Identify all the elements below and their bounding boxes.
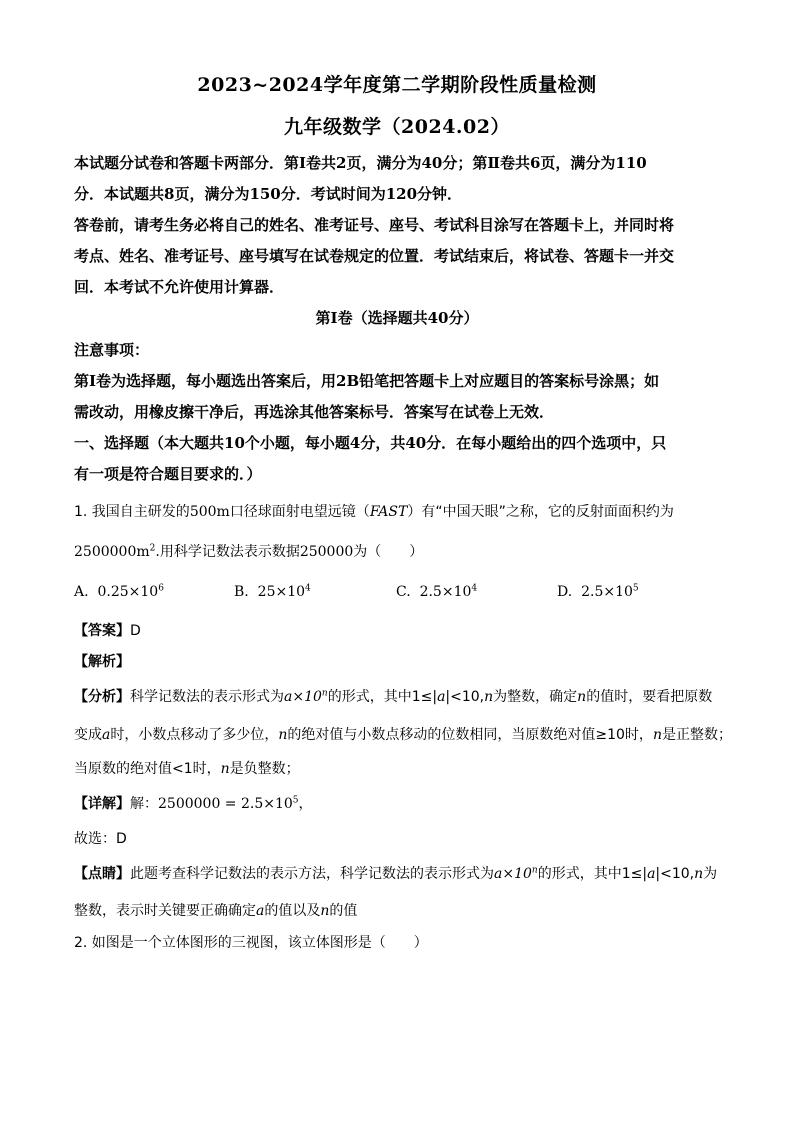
fenxi-text: |<10, <box>445 689 485 705</box>
fenxi-text: 的形式，其中1≤| <box>327 689 438 705</box>
fenxi-text: 的绝对值与小数点移动的位数相同，当原数绝对值≥10时， <box>287 727 653 743</box>
choose-line: 故选：D <box>74 831 127 847</box>
comment-text: 的值 <box>329 903 358 919</box>
q1-text: 口径球面射电望远镜（ <box>229 504 370 520</box>
option-label: C. <box>396 584 411 600</box>
q1-text: ）有“中国天眼”之称，它的反射面面积约为 <box>407 504 674 520</box>
q1-math: FAST <box>369 504 408 520</box>
option-label: A. <box>74 584 89 600</box>
detail-text: 解： <box>130 796 158 812</box>
fenxi-text: 是正整数； <box>661 727 732 743</box>
intro-line-2: 分．本试题共8页，满分为150分．考试时间为120分钟． <box>74 185 463 203</box>
comment-text: |<10, <box>655 866 695 882</box>
q1-math: 500m <box>189 504 230 520</box>
section-heading: 第Ⅰ卷（选择题共40分） <box>315 309 479 327</box>
fenxi-line-3 <box>74 758 724 778</box>
fenxi-tag: 【分析】 <box>74 689 130 705</box>
comment-line-2 <box>74 900 724 920</box>
option-exp: 5 <box>632 583 639 594</box>
option-exp: 6 <box>158 583 164 594</box>
comment-math: n <box>320 903 330 919</box>
comment-math: a <box>256 903 265 919</box>
comment-math: n <box>694 866 704 882</box>
fenxi-math: a <box>437 689 446 705</box>
comment-text: 整数，表示时关键要正确确定 <box>74 903 256 919</box>
exam-title: 2023~2024学年度第二学期阶段性质量检测 <box>197 74 597 96</box>
fenxi-text: 变成 <box>74 727 102 743</box>
option-exp: 4 <box>305 583 311 594</box>
fenxi-text: 的值时，要看把原数 <box>586 689 713 705</box>
comment-sup: n <box>531 865 538 876</box>
answer-tag: 【答案】 <box>74 623 130 639</box>
fenxi-sup: n <box>321 688 328 699</box>
intro-line-1: 本试题分试卷和答题卡两部分．第Ⅰ卷共2页，满分为40分；第Ⅱ卷共6页，满分为110 <box>74 154 647 172</box>
fenxi-math: n <box>278 727 288 743</box>
q1-math: 2500000m <box>74 544 150 560</box>
fenxi-line-1 <box>74 686 724 706</box>
fenxi-math: n <box>484 689 494 705</box>
detail-tag: 【详解】 <box>74 796 130 812</box>
fenxi-math: n <box>652 727 662 743</box>
option-value: 25×10 <box>257 584 306 600</box>
q2-line-1: 2. 如图是一个立体图形的三视图，该立体图形是（ ） <box>74 935 428 951</box>
part-line-2: 有一项是符合题目要求的．） <box>74 465 262 483</box>
q1-sup: 2 <box>149 543 156 554</box>
comment-math: a <box>647 866 656 882</box>
option-label: B. <box>234 584 249 600</box>
comment-text: 此题考查科学记数法的表示方法，科学记数法的表示形式为 <box>130 866 494 882</box>
part-line-1: 一、选择题（本大题共10个小题，每小题4分，共40分．在每小题给出的四个选项中，只 <box>74 434 667 452</box>
q1-text: 1. 我国自主研发的 <box>74 504 190 520</box>
detail-text: ， <box>298 796 313 812</box>
intro-line-5: 回．本考试不允许使用计算器． <box>74 278 285 296</box>
detail-line <box>74 793 724 813</box>
fenxi-text: 当原数的绝对值<1时， <box>74 761 221 777</box>
comment-math: a×10 <box>494 866 532 882</box>
fenxi-text: 科学记数法的表示形式为 <box>130 689 284 705</box>
comment-text: 的值以及 <box>264 903 321 919</box>
option-exp: 4 <box>471 583 478 594</box>
option-label: D. <box>557 584 573 600</box>
fenxi-math: a <box>102 727 111 743</box>
comment-text: 的形式，其中1≤| <box>537 866 648 882</box>
comment-text: 为 <box>703 866 718 882</box>
detail-math: 2500000 = 2.5×10 <box>158 796 293 812</box>
exam-subtitle: 九年级数学（2024.02） <box>284 116 510 138</box>
option-a <box>74 584 164 600</box>
q1-math: 250000 <box>299 544 354 560</box>
analysis-line <box>74 651 724 671</box>
option-value: 0.25×10 <box>97 584 159 600</box>
fenxi-text: 为整数，确定 <box>493 689 578 705</box>
option-c <box>396 584 477 600</box>
notice-line-1: 第Ⅰ卷为选择题，每小题选出答案后，用2B铅笔把答题卡上对应题目的答案标号涂黑；如 <box>74 372 660 390</box>
q1-text: 为（ ） <box>353 544 424 560</box>
notice-line-2: 需改动，用橡皮擦干净后，再选涂其他答案标号．答案写在试卷上无效． <box>74 403 555 421</box>
fenxi-line-2 <box>74 724 732 744</box>
fenxi-math: n <box>220 761 230 777</box>
q1-line-1 <box>74 501 724 521</box>
answer-value: D <box>130 623 141 639</box>
option-d <box>557 584 639 600</box>
analysis-tag: 【解析】 <box>74 654 130 670</box>
option-b <box>234 584 311 600</box>
comment-line-1 <box>74 863 724 883</box>
option-value: 2.5×10 <box>581 584 633 600</box>
notice-title: 注意事项： <box>74 341 150 359</box>
fenxi-math: n <box>577 689 587 705</box>
option-value: 2.5×10 <box>419 584 472 600</box>
q1-line-2 <box>74 541 724 561</box>
fenxi-math: a×10 <box>284 689 322 705</box>
detail-sup: 5 <box>292 795 299 806</box>
comment-tag: 【点睛】 <box>74 866 130 882</box>
answer-line <box>74 620 724 640</box>
fenxi-text: 是负整数； <box>229 761 300 777</box>
intro-line-4: 考点、姓名、准考证号、座号填写在试卷规定的位置．考试结束后，将试卷、答题卡一并交 <box>74 247 675 265</box>
intro-line-3: 答卷前，请考生务必将自己的姓名、准考证号、座号、考试科目涂写在答题卡上，并同时将 <box>74 216 675 234</box>
q1-text: .用科学记数法表示数据 <box>155 544 300 560</box>
fenxi-text: 时，小数点移动了多少位， <box>110 727 279 743</box>
